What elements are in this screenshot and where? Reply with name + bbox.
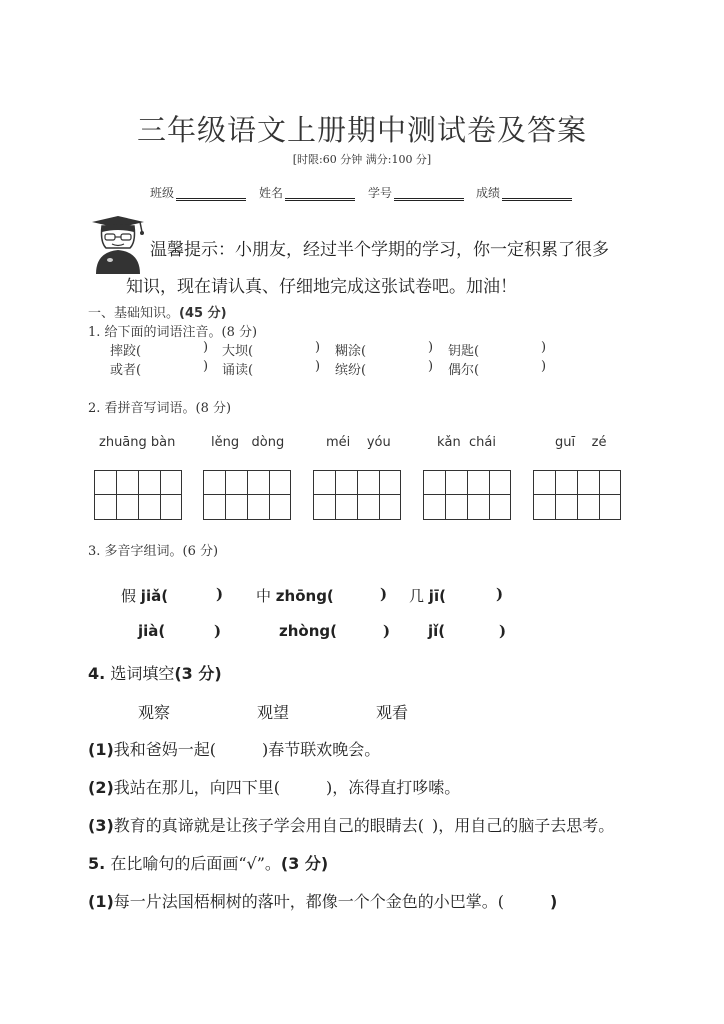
- answer-blank[interactable]: ): [383, 622, 391, 640]
- question-4-title: 4. 选词填空(3 分): [88, 664, 222, 683]
- field-class: [150, 184, 246, 201]
- question-2-title: 2. 看拼音写词语。(8 分): [88, 401, 232, 416]
- word-option-2: 观望: [257, 703, 290, 722]
- blank-line[interactable]: [176, 195, 246, 201]
- writing-grid-3[interactable]: [313, 470, 401, 520]
- page-title: 三年级语文上册期中测试卷及答案: [136, 113, 587, 147]
- field-name: [259, 184, 355, 201]
- pinyin-2: lěng dòng: [211, 435, 285, 450]
- fill-item-3: (3)教育的真谛就是让孩子学会用自己的眼睛去( )，用自己的脑子去思考。: [88, 816, 615, 835]
- word-option-1: 观察: [138, 703, 171, 722]
- pinyin-3: méi yóu: [326, 435, 391, 450]
- section-heading: 一、基础知识。(45 分): [88, 306, 227, 321]
- simile-item-1: (1)每一片法国梧桐树的落叶，都像一个个金色的小巴掌。( ): [88, 892, 558, 911]
- field-label: 姓名: [259, 186, 284, 200]
- answer-blank[interactable]: ): [499, 622, 507, 640]
- answer-blank[interactable]: ): [315, 340, 321, 355]
- writing-grid-4[interactable]: [423, 470, 511, 520]
- tip-line-1: 温馨提示：小朋友，经过半个学期的学习，你一定积累了很多: [150, 240, 609, 260]
- graduate-mascot-icon: [88, 212, 148, 274]
- field-student-id: [368, 184, 464, 201]
- field-grade: [476, 184, 572, 201]
- answer-blank[interactable]: ): [315, 359, 321, 374]
- field-label: 学号: [368, 186, 393, 200]
- question-3-title: 3. 多音字组词。(6 分): [88, 544, 219, 559]
- blank-line[interactable]: [394, 195, 464, 201]
- time-score-info: [时限:60 分钟 满分:100 分]: [292, 153, 432, 166]
- answer-blank[interactable]: ): [541, 340, 547, 355]
- answer-blank[interactable]: ): [428, 359, 434, 374]
- writing-grid-5[interactable]: [533, 470, 621, 520]
- blank-line[interactable]: [502, 195, 572, 201]
- pinyin-4: kǎn chái: [437, 435, 496, 450]
- fill-item-1: (1)我和爸妈一起( )春节联欢晚会。: [88, 740, 381, 759]
- question-5-title: 5. 在比喻句的后面画“√”。(3 分): [88, 854, 329, 873]
- answer-blank[interactable]: ): [541, 359, 547, 374]
- writing-grid-1[interactable]: [94, 470, 182, 520]
- writing-grid-2[interactable]: [203, 470, 291, 520]
- word-option-3: 观看: [376, 703, 409, 722]
- answer-blank[interactable]: ): [496, 585, 504, 603]
- field-label: 班级: [150, 186, 175, 200]
- pinyin-1: zhuāng bàn: [99, 435, 176, 450]
- tip-line-2: 知识，现在请认真、仔细地完成这张试卷吧。加油！: [126, 277, 517, 297]
- answer-blank[interactable]: ): [380, 585, 388, 603]
- pinyin-5: guī zé: [555, 435, 607, 450]
- answer-blank[interactable]: ): [203, 340, 209, 355]
- answer-blank[interactable]: ): [203, 359, 209, 374]
- answer-blank[interactable]: ): [216, 585, 224, 603]
- fill-item-2: (2)我站在那儿，向四下里( )，冻得直打哆嗦。: [88, 778, 461, 797]
- answer-blank[interactable]: ): [214, 622, 222, 640]
- blank-line[interactable]: [285, 195, 355, 201]
- question-1-title: 1. 给下面的词语注音。(8 分): [88, 325, 258, 340]
- answer-blank[interactable]: ): [428, 340, 434, 355]
- field-label: 成绩: [476, 186, 501, 200]
